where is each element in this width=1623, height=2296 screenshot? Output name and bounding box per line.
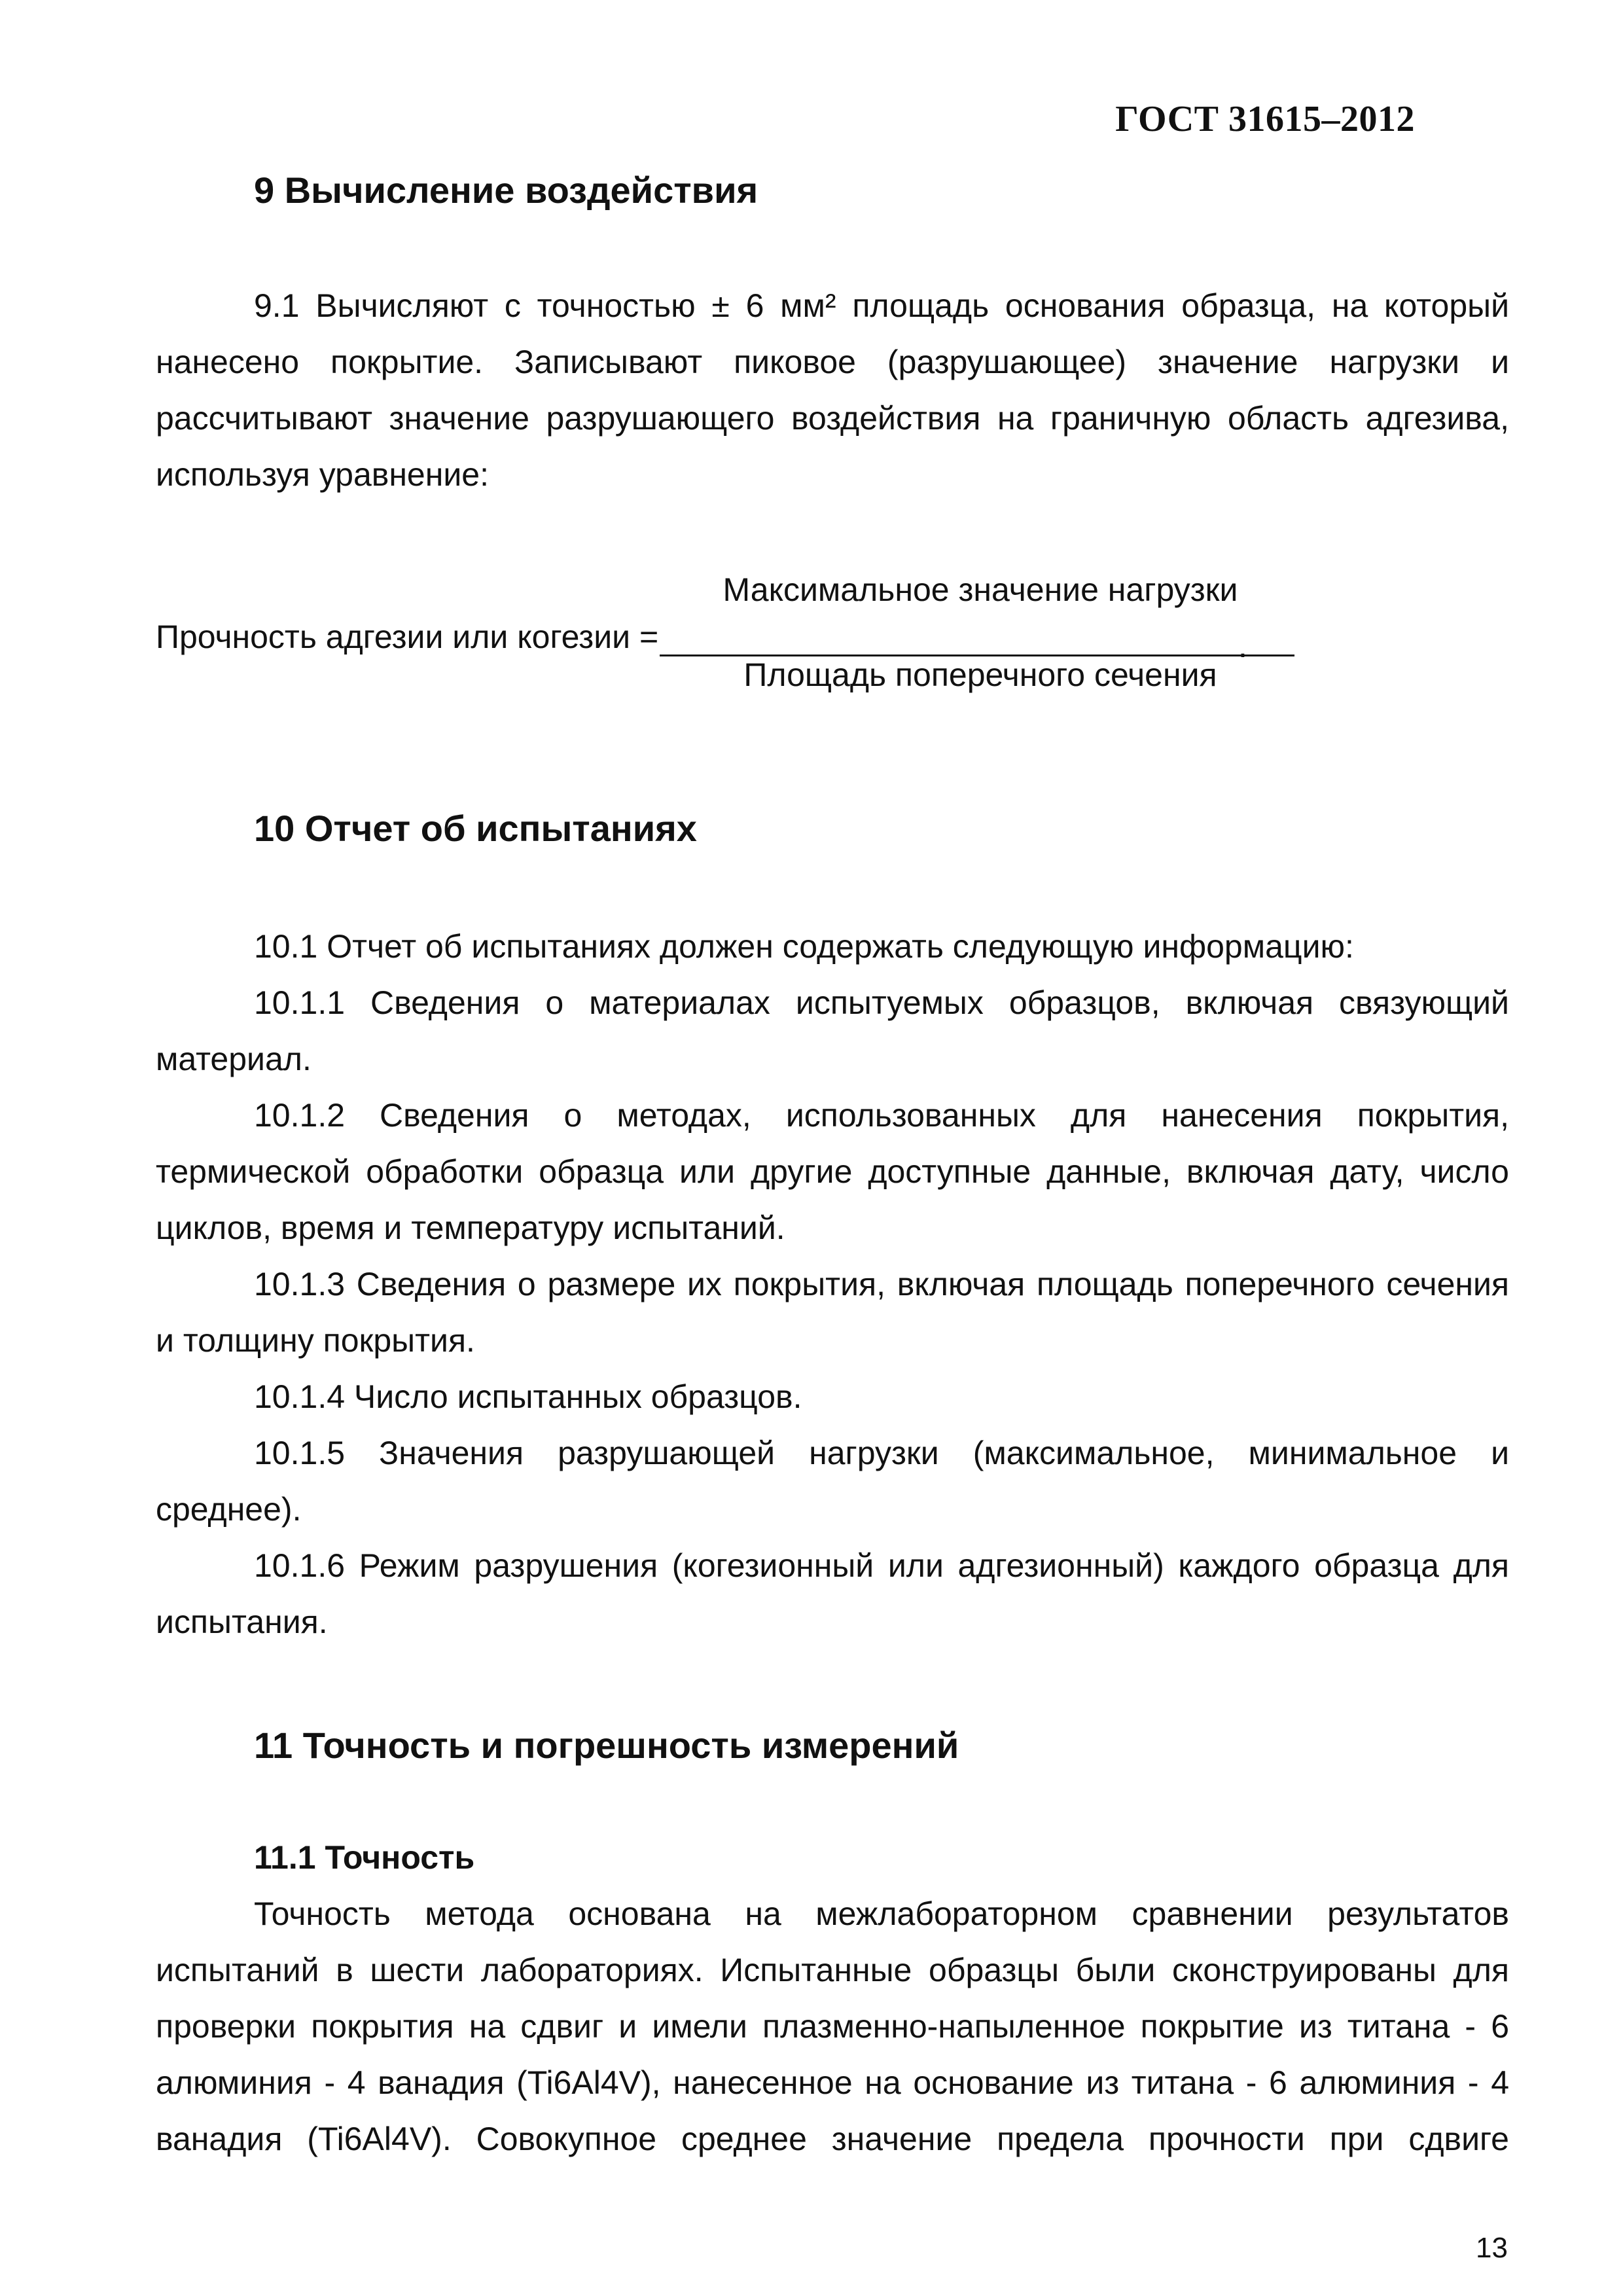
subsection-11-1-title: 11.1 Точность [254, 1839, 475, 1876]
section-10-title: 10 Отчет об испытаниях [254, 807, 697, 849]
paragraph-11-1: Точность метода основана на межлабораторном сравнении результатов испытаний в шести лабораториях. Испытанные образцы были сконструированы для проверки покрытия на сдвиг и имели плазменно-напыленное покрытие из титана - 6 алюминия - 4 ванадия (Ti6Al4V), нанесенное на основание из титана - 6 алюминия - 4 ванадия (Ti6Al4V). Совокупное среднее значение предела прочности при сдвиге [156, 1895, 1509, 2158]
paragraph-10-1-2: 10.1.2 Сведения о методах, использованных для нанесения покрытия, термической обработки образца или другие доступные данные, включая дату, число циклов, время и температуру испытаний. [156, 1096, 1509, 1246]
page-number: 13 [1476, 2232, 1508, 2264]
paragraph-10-1-5: 10.1.5 Значения разрушающей нагрузки (максимальное, минимальное и среднее). [156, 1434, 1509, 1528]
section-11-title: 11 Точность и погрешность измерений [254, 1724, 959, 1766]
paragraph-9-1: 9.1 Вычисляют с точностью ± 6 мм² площадь основания образца, на который нанесено покрытие. Записывают пиковое (разрушающее) значение нагрузки и рассчитывают значение разрушающего воздействия на граничную область адгезива, используя уравнение: [156, 287, 1509, 493]
formula-end-mark: . [1238, 627, 1247, 664]
paragraph-10-1-6: 10.1.6 Режим разрушения (когезионный или адгезионный) каждого образца для испытания. [156, 1547, 1509, 1640]
strength-formula [156, 571, 1509, 721]
formula-denominator: Площадь поперечного сечения [743, 656, 1217, 693]
paragraph-10-1-3: 10.1.3 Сведения о размере их покрытия, включая площадь поперечного сечения и толщину покрытия. [156, 1265, 1509, 1359]
document-body [156, 167, 1509, 2167]
paragraph-10-1-4: 10.1.4 Число испытанных образцов. [254, 1378, 802, 1415]
formula-lhs: Прочность адгезии или когезии = [156, 618, 659, 655]
paragraph-10-1: 10.1 Отчет об испытаниях должен содержать следующую информацию: [254, 927, 1354, 965]
standard-code-header: ГОСТ 31615–2012 [1115, 99, 1415, 139]
formula-numerator: Максимальное значение нагрузки [722, 571, 1238, 608]
paragraph-10-1-1: 10.1.1 Сведения о материалах испытуемых образцов, включая связующий материал. [156, 984, 1509, 1077]
section-9-title: 9 Вычисление воздействия [254, 170, 758, 211]
